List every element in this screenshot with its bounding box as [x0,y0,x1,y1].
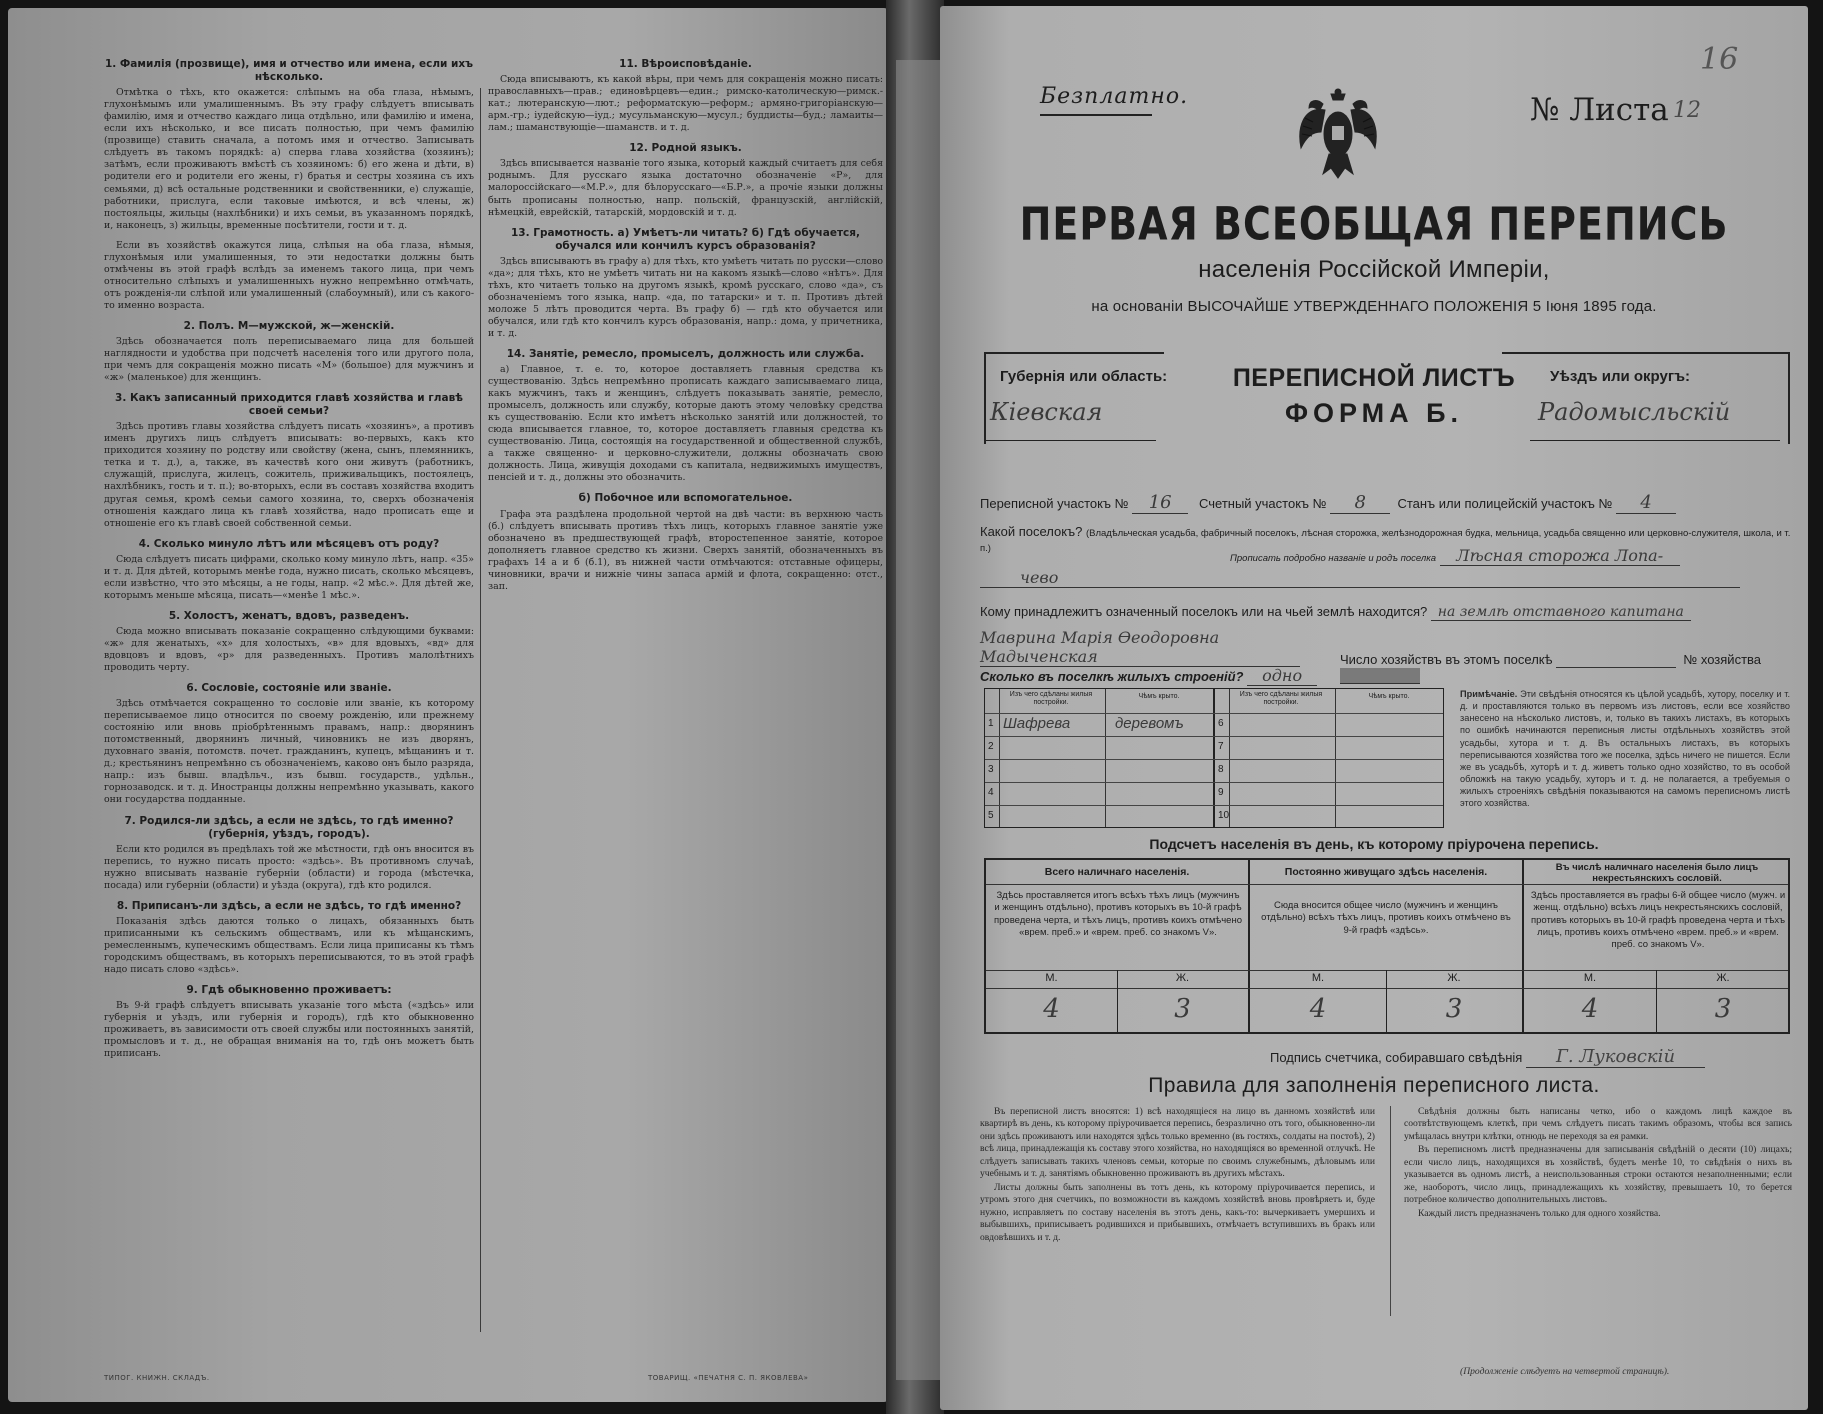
instruction-text: Сюда вписываютъ, къ какой вѣры, при чемъ для сокращенія можно писать: православныхъ—прав.; единовѣрцевъ—един.; римско-католическую—римск.-кат.; лютеранскую—лют.; реформатскую—реформ.; армяно-григоріанскую—арм.-гр.; іудейскую—іуд.; мусульманскую—мусул.; буддисты—буд.; ламаиты—лам.; шаманствующіе—шаманств. и т. д. [488,74,883,134]
table-row-number: 7 [1218,741,1224,752]
remark-text: Эти свѣдѣнія относятся къ цѣлой усадьбѣ, хутору, поселку и т. д. и проставляются только въ первомъ изъ листовъ, если все хозяйство занесено на нѣсколько листовъ, и, только въ такихъ листахъ, въ которыхъ по ошибкѣ начинаются переписныя листы отдѣльныхъ хозяйствъ этой усадьбы, хутора и т. д. Въ остальныхъ листахъ, въ которыхъ переписываются хозяйства того же поселка, здѣсь ничего не пишется. Если же въ усадьбѣ, хуторѣ и т. д. живетъ только одно хозяйство, то въ особой обложкѣ на такую усадьбу, хуторъ и т. д. не полагается, а требуемыя о жилыхъ строеніяхъ свѣдѣнія показываются на самомъ переписномъ листѣ этого хозяйства. [1460,689,1790,809]
left-column-2 [488,58,883,1362]
signature-value: Г. Луковскій [1526,1046,1705,1068]
ptable-mz-line-bottom [986,988,1788,989]
ptable-f-3: Ж. [1716,972,1730,984]
table-row-number: 3 [988,764,994,775]
households-label: Число хозяйствъ въ этомъ поселкѣ [1340,652,1553,667]
table-row-line [985,759,1443,760]
count-district-value: 8 [1330,492,1390,514]
left-footer-printer: ТИПОГ. КНИЖН. СКЛАДЪ. [104,1374,210,1382]
ptable-col3-desc: Здѣсь проставляется въ графы 6-й общее число (мужч. и женщ. отдѣльно) всѣхъ лицъ некрестьянскихъ сословій, противъ которыхъ въ 10-й графѣ проведена черта и тѣхъ лицъ, противъ коихъ отмѣчено «врем. преб.» и «врем. преб. со знакомъ V». [1530,890,1786,951]
village-hint-2: Прописать подробно названіе и родъ поселка [1230,553,1437,564]
table-num-divider-2 [1229,689,1230,827]
village-row-3 [980,568,1740,588]
instruction-section [104,320,474,384]
stan-value: 4 [1616,492,1676,514]
table-cell-roof: деревомъ [1115,715,1184,732]
gubernia-label: Губернія или область: [1000,368,1168,385]
instruction-section [488,58,883,134]
village-value-2: чево [980,568,1740,588]
rule-paragraph: Въ переписной листъ вносятся: 1) всѣ находящіеся на лицо въ данномъ хозяйствѣ или квартирѣ въ день, къ которому пріурочивается перепись, безразлично отъ того, обыкновенно-ли они здѣсь проживаютъ или находятся здѣсь только временно (въ гостяхъ, солдаты на постоѣ), 2) всѣ лица, принадлежащія къ составу этого хозяйства, но находящіяся во временной отлучкѣ. Не слѣдуетъ записывать такихъ членовъ семьи, которые по своимъ служебнымъ, дѣловымъ или учебнымъ и т. д. занятіямъ обыкновенно проживаютъ въ другихъ мѣстахъ. [980,1106,1375,1180]
table-num-divider [999,689,1000,827]
corner-handwritten-number: 16 [1700,42,1739,77]
instruction-heading: 12. Родной языкъ. [629,142,742,155]
owner-row-2 [980,628,1300,667]
instruction-heading: 4. Сколько минуло лѣтъ или мѣсяцевъ отъ роду? [138,537,440,550]
instruction-text: Графа эта раздѣлена продольной чертой на двѣ части: въ верхнюю часть (б.) слѣдуетъ вписывать противъ тѣхъ лицъ, которыхъ главное занятіе уже обозначено въ предшествующей графѣ, второстепенное занятіе, которое дополняетъ главное средство къ жизни. Сверхъ занятій, обозначенныхъ въ графахъ 14 а и б (б.1), въ нижней части отмѣчаются: отставные офицеры, чиновники, врачи и нижніе чины запаса армій и флота, сокращенно: отст., зап. [488,508,883,592]
left-page [8,8,888,1402]
instruction-heading: 9. Гдѣ обыкновенно проживаетъ: [186,984,392,997]
right-page [940,6,1808,1410]
ptable-col1-desc: Здѣсь проставляется итогъ всѣхъ тѣхъ лицъ (мужчинъ и женщинъ отдѣльно), противъ которыхъ въ 10-й графѣ проведена черта, и тѣхъ лицъ, противъ коихъ отмѣчено «врем. преб.» и «врем. преб. со знакомъ V». [994,890,1242,939]
rules-title: Правила для заполненія переписного листа. [1148,1074,1600,1097]
free-label: Безплатно. [1040,84,1189,109]
table-row-line [985,782,1443,783]
column-divider [480,88,481,1332]
ptable-value-m-nonpeasant: 4 [1581,994,1599,1024]
rules-divider [1390,1106,1391,1316]
owner-value-2: Маврина Марія Ѳеодоровна Мадыченская [980,628,1300,667]
legal-basis: на основаніи ВЫСОЧАЙШЕ УТВЕРЖДЕННАГО ПОЛОЖЕНІЯ 5 Іюня 1895 года. [1091,298,1657,315]
ptable-col1-title: Всего наличнаго населенія. [1044,866,1190,878]
district-value: 16 [1132,492,1188,514]
owner-label: Кому принадлежитъ означенный поселокъ или на чьей землѣ находится? [980,604,1428,619]
col-header-roof-2: Чѣмъ крыто. [1368,693,1410,700]
instruction-text: а) Главное, т. е. то, которое доставляетъ главныя средства къ существованію. Здѣсь непремѣнно прописать каждаго записываемаго лица, какъ мужчинъ, такъ и женщинъ, слѣдуетъ показывать занятіе, ремесло, промыселъ, должность или службу, которые даютъ этому человѣку средства къ существованію. Если кто имѣетъ нѣсколько занятій или должностей, то сюда вписывается главное, то, которое доставляетъ главныя средства къ существованію. Лица, состоящія на государственной и общественной службѣ, а также священно- и церковно-служители, должны обозначать свою должность. Лица, живущія доходами съ капитала, недвижимыхъ имуществъ, пенсіей и т. д., должны это обозначить. [488,364,883,484]
rule-paragraph: Каждый листъ предназначенъ только для одного хозяйства. [1418,1207,1661,1219]
instruction-text: Здѣсь вписывается названіе того языка, который каждый считаетъ для себя роднымъ. Для русскаго языка достаточно обозначеніе «Р», для малороссійскаго—«М.Р.», для бѣлорусскаго—«Б.Р.», а прочіе языки должны быть прописаны полностью, напр. польскій, французскій, англійскій, нѣмецкій, еврейскій, татарскій, мордовскій и т. д. [488,158,883,218]
district-label: Переписной участокъ № [980,496,1129,511]
instruction-heading: 8. Приписанъ-ли здѣсь, а если не здѣсь, то гдѣ именно? [116,899,462,912]
dwellings-value: одно [1247,666,1317,686]
ptable-value-m-permanent: 4 [1309,994,1327,1024]
table-row-line [985,736,1443,737]
instruction-section [488,142,883,218]
village-value: Лѣсная сторожа Лопа- [1440,546,1680,566]
free-underline [1040,114,1152,116]
uezd-value: Радомысльскій [1538,398,1731,426]
rule-paragraph: Листы должны быть заполнены въ тотъ день, къ которому пріурочивается перепись, и утромъ этого дня счетчикъ, по возможности въ каждомъ хозяйствѣ вновь провѣряетъ и, буде нужно, исправляетъ по составу населенія въ этотъ день, какъ-то: вычеркиваетъ умершихъ и выбывшихъ, приписываетъ родившихся и прибывшихъ, отмѣчаетъ вступившихъ въ бракъ или овдовѣвшихъ и т. д. [980,1181,1375,1243]
dwellings-label: Сколько въ поселкѣ жилыхъ строеній? [980,669,1244,684]
ptable-col2-title: Постоянно живущаго здѣсь населенія. [1284,866,1488,878]
ptable-f-2: Ж. [1447,972,1461,984]
rules-column-2 [1404,1106,1792,1221]
rules-footnote: (Продолженіе слѣдуетъ на четвертой страницѣ). [1460,1366,1670,1377]
instruction-heading: 14. Занятіе, ремесло, промыселъ, должность или служба. [506,348,865,361]
instruction-text: Если кто родился въ предѣлахъ той же мѣстности, гдѣ онъ вносится въ перепись, то нужно писать просто: «здѣсь». Въ противномъ случаѣ, нужно вписывать названіе губерніи (области) и города (мѣстечка, посада) или губерніи (области) и уѣзда (округа), гдѣ кто родился. [104,843,474,891]
imperial-eagle-icon [1295,88,1381,184]
instruction-text: Здѣсь отмѣчается сокращенно то сословіе или званіе, къ которому переписываемое лицо относится по своему рожденію, или прежнему состоянію или вновь пріобрѣтеннымъ правамъ, напр.: дворянинъ потомственный, дворянинъ личный, чиновникъ не изъ дворянъ, духовнаго званія, потомств. почет. гражданинъ, купецъ, мѣщанинъ и т. д.; крестьянинъ непремѣнно съ обозначеніемъ, каково онъ было разряда, напр.: изъ бывш. владѣльч., изъ бывш. государств., удѣльн., горнозаводск. и т. д. Иностранцы должны непремѣнно указывать, какого они государства подданные. [104,698,474,806]
gubernia-value: Кіевская [990,398,1103,426]
remark-title: Примѣчаніе. [1460,689,1518,699]
instruction-text: Отмѣтка о тѣхъ, кто окажется: слѣпымъ на оба глаза, нѣмымъ, глухонѣмымъ или умалишеннымъ. Въ эту графу слѣдуетъ вписывать фамилію, имя и отчество каждаго лица отдѣльно, или фамилію и имена, если ихъ нѣсколько, и все писать полностью, при чемъ фамилію (прозвище) ставить сначала, а потомъ имя и отчество. Записывать слѣдуетъ въ такомъ порядкѣ: а) сперва глава хозяйства (хозяинъ); затѣмъ, если проживаютъ вмѣстѣ съ хозяиномъ: б) его жена и дѣти, в) родители его и родители его жены, г) братья и сестры хозяина съ ихъ семьями, д) всѣ остальные родственники и свойственники, е) служащіе, работники, прислуга, если таковые имѣются, и всѣ члены, ж) постояльцы, жильцы (нахлѣбники) и ихъ семьи, въ указанномъ порядкѣ, и, наконецъ, з) жильцы, временные посѣтители, гости и т. д. [104,87,474,231]
instruction-heading: 3. Какъ записанный приходится главѣ хозяйства и главѣ своей семьи? [115,392,463,418]
instruction-text: Если въ хозяйствѣ окажутся лица, слѣпыя на оба глаза, нѣмыя, глухонѣмыя или умалишенныя, то эти недостатки должны быть отмѣчены въ этой графѣ вслѣдъ за именемъ такого лица, при чемъ относительно слѣпыхъ и умалишенныхъ нужно непремѣнно отмѣчать, отъ рожденія-ли слѣпой или умалишенный (слабоумный), или съ какого-то именно возраста. [104,239,474,311]
instruction-text: Въ 9-й графѣ слѣдуетъ вписывать указаніе того мѣста («здѣсь» или губернія и уѣздъ, или губернія и городъ), гдѣ кто обыкновенно проживаетъ, въ зависимости отъ своей службы или постоянныхъ занятій, промысловъ и т. д., не обращая вниманія на то, гдѣ онъ можетъ быть приписанъ. [104,1000,474,1060]
sheet-number-value: 12 [1673,98,1701,123]
form-type: ФОРМА Б. [1284,398,1464,428]
village-hint: (Владѣльческая усадьба, фабричный поселокъ, лѣсная сторожка, желѣзнодорожная будка, мельница, усадьба священно или церковно-служителя, школа, и т. п.) [980,528,1791,554]
instruction-heading: 13. Грамотность. а) Умѣетъ-ли читать? б) Гдѣ обучается, обучался или кончилъ курсъ образованія? [511,226,860,252]
instruction-heading: 5. Холостъ, женатъ, вдовъ, разведенъ. [168,609,410,622]
sheet-number-label: № Листа [1530,92,1669,128]
instruction-text: Здѣсь противъ главы хозяйства слѣдуетъ писать «хозяинъ», а противъ именъ другихъ лицъ слѣдуетъ вписывать: во-первыхъ, какъ кто приходится хозяину по родству или свойству (жена, сынъ, племянникъ, тетка и т. д.), а, также, въ качествѣ кого они живутъ (работникъ, служащій, прислуга, жилецъ, сожитель, приживальщикъ, постоялецъ, нахлѣбникъ, гость и т. п.); во-вторыхъ, если въ составъ хозяйства входитъ другая семья, кромѣ семьи самого хозяина, то, сверхъ обозначенія отношенія каждаго лица къ главѣ хозяйства, надо прописать еще и отношеніе его къ главѣ своей собственной семьи. [104,421,474,529]
instruction-section [104,538,474,602]
dwellings-row [980,666,1317,686]
col-header-material: Изъ чего сдѣланы жилыя постройки. [1009,691,1093,707]
table-row-number: 10 [1218,810,1230,821]
col-header-roof: Чѣмъ крыто. [1138,693,1180,700]
document-title: ПЕРВАЯ ВСЕОБЩАЯ ПЕРЕПИСЬ [1019,197,1729,251]
instruction-section [488,227,883,340]
stan-label: Станъ или полицейскій участокъ № [1397,496,1613,511]
table-row-line [985,713,1443,714]
instruction-section [104,984,474,1060]
ptable-mz-line-top [986,970,1788,971]
district-row [980,492,1676,514]
rules-column-1 [980,1106,1375,1245]
households-value [1556,652,1676,668]
instruction-text: Здѣсь вписываютъ въ графу а) для тѣхъ, кто умѣетъ читать по русски—слово «да»; для тѣхъ, кто не умѣетъ читать ни на какомъ языкѣ—слово «нѣтъ». Для тѣхъ, кто читаетъ только на другомъ языкѣ, кромѣ русскаго, слово «да», съ обозначеніемъ того языка, напр. «да, по татарски» и т. п. Противъ дѣтей моложе 5 лѣтъ проводится черта. Въ графу б) — гдѣ кто обучается или обучался, или гдѣ кто кончилъ курсъ образованія, напр.: дома, у причетника, и т. д. [488,255,883,339]
binding-strip [896,60,940,1380]
table-row-number: 6 [1218,718,1224,729]
instruction-text: Показанія здѣсь даются только о лицахъ, обязанныхъ быть приписанными къ сельскимъ обществамъ, или къ мѣщанскимъ, ремесленнымъ, купеческимъ обществамъ. Если лица приписаны къ тѣмъ городскимъ обществамъ, въ которыхъ переписываются, то въ этой графѣ надо писать слово «здѣсь». [104,916,474,976]
population-count-title: Подсчетъ населенія въ день, къ которому пріурочена перепись. [1149,836,1599,852]
instruction-text: Сюда можно вписывать показаніе сокращенно слѣдующими буквами: «ж» для женатыхъ, «х» для холостыхъ, «в» для вдовыхъ, «вд» для вдовцовъ и вдовъ, «р» для разведенныхъ. Противъ малолѣтнихъ проводить черту. [104,625,474,674]
uezd-label: Уѣздъ или округъ: [1550,368,1691,385]
left-column-1 [104,58,474,1362]
uezd-underline [1530,440,1780,441]
instruction-heading: б) Побочное или вспомогательное. [578,492,793,505]
village-label: Какой поселокъ? [980,524,1083,539]
table-cell-material: Шафрева [1003,715,1071,732]
ptable-value-f-total: 3 [1174,994,1191,1024]
table-divider [1213,689,1215,827]
rule-paragraph: Въ переписномъ листѣ предназначены для записыванія свѣдѣній о десяти (10) лицахъ; если число лицъ, находящихся въ хозяйствѣ, будетъ менѣе 10, то свѣдѣнія о нихъ въ указывается въ одномъ листѣ, а неиспользованныя строки остаются незаполненными; если же, наоборотъ, число лицъ, принадлежащихъ къ хозяйству, превышаетъ 10, то берется потребное количество дополнительныхъ листовъ. [1404,1144,1792,1206]
col-header-material-2: Изъ чего сдѣланы жилыя постройки. [1239,691,1323,707]
ptable-col3-title: Въ числѣ наличнаго населенія было лицъ некрестьянскихъ сословій. [1555,862,1759,885]
instruction-heading: 6. Сословіе, состояніе или званіе. [186,682,392,695]
remark-note [1460,688,1790,809]
buildings-table [984,688,1444,828]
signature-row [1270,1046,1705,1067]
instruction-heading: 7. Родился-ли здѣсь, а если не здѣсь, то гдѣ именно? (губернія, уѣздъ, городъ). [124,814,454,840]
instruction-section [104,392,474,530]
ptable-f-1: Ж. [1175,972,1190,984]
instruction-section [104,682,474,806]
census-sheet-heading: ПЕРЕПИСНОЙ ЛИСТЪ [1232,364,1516,392]
instruction-section [104,815,474,892]
population-table [984,858,1790,1034]
gubernia-underline [986,440,1156,441]
table-row-number: 5 [988,810,994,821]
instruction-section [488,348,883,484]
instruction-heading: 1. Фамилія (прозвище), имя и отчество или имена, если ихъ нѣсколько. [104,58,474,84]
table-row-number: 8 [1218,764,1224,775]
table-row-number: 4 [988,787,994,798]
household-no-value [1340,668,1420,684]
table-col-divider-2 [1335,689,1336,827]
ptable-col2-desc: Сюда вносится общее число (мужчинъ и женщинъ отдѣльно) всѣхъ тѣхъ лицъ, противъ коихъ отмѣчено въ 9-й графѣ «здѣсь». [1261,900,1511,936]
household-no-label: № хозяйства [1683,652,1762,667]
rule-paragraph: Свѣдѣнія должны быть написаны четко, ибо о каждомъ лицѣ каждое въ соотвѣтствующемъ клеткѣ, при чемъ слѣдуетъ писать такимъ образомъ, чтобы вся запись умѣщалась внутри клѣтки, отнюдь не переходя за ея рамки. [1404,1106,1792,1142]
table-row-number: 1 [988,718,994,729]
owner-value: на землѣ отставного капитана [1431,604,1691,621]
ptable-m-2: М. [1311,972,1325,984]
ptable-value-f-permanent: 3 [1445,994,1463,1024]
signature-label: Подпись счетчика, собиравшаго свѣдѣнія [1270,1050,1523,1065]
count-district-label: Счетный участокъ № [1199,496,1327,511]
table-col-divider [1105,689,1106,827]
instruction-section [104,900,474,976]
ptable-m-1: М. [1045,972,1058,984]
table-row-line [985,805,1443,806]
table-row-number: 2 [988,741,994,752]
instruction-section [488,492,883,592]
ptable-m-3: М. [1583,972,1597,984]
village-row-2 [980,546,1800,566]
right-footer-printer: ТОВАРИЩ. «ПЕЧАТНЯ С. П. ЯКОВЛЕВА» [648,1374,809,1382]
instruction-section [104,610,474,674]
instruction-section [104,58,474,232]
table-row-number: 9 [1218,787,1224,798]
ptable-value-m-total: 4 [1043,994,1060,1024]
owner-row [980,604,1800,621]
households-row [1340,652,1808,684]
instruction-heading: 2. Полъ. М—мужской, ж—женскій. [183,319,395,332]
ptable-value-f-nonpeasant: 3 [1714,994,1732,1024]
document-subtitle: населенія Россійской Имперіи, [1198,256,1550,283]
instruction-heading: 11. Вѣроисповѣданіе. [619,58,752,70]
instruction-text: Здѣсь обозначается полъ переписываемаго лица для большей наглядности и удобства при подсчетѣ населенія того или другого пола, при чемъ для сокращенія можно писать «М» (большое) для мужчинъ и «ж» (маленькое) для женщинъ. [104,335,474,384]
instruction-text: Сюда слѣдуетъ писать цифрами, сколько кому минуло лѣтъ, напр. «35» и т. д. Для дѣтей, которымъ менѣе года, нужно писать, сколько мѣсяцевъ, если извѣстно, что это мѣсяцы, а не годы, напр. «2 мѣс.». Для дѣтей же, которымъ меньше мѣсяца, писать—«менѣе 1 мѣс.». [104,553,474,601]
instruction-section [104,240,474,312]
